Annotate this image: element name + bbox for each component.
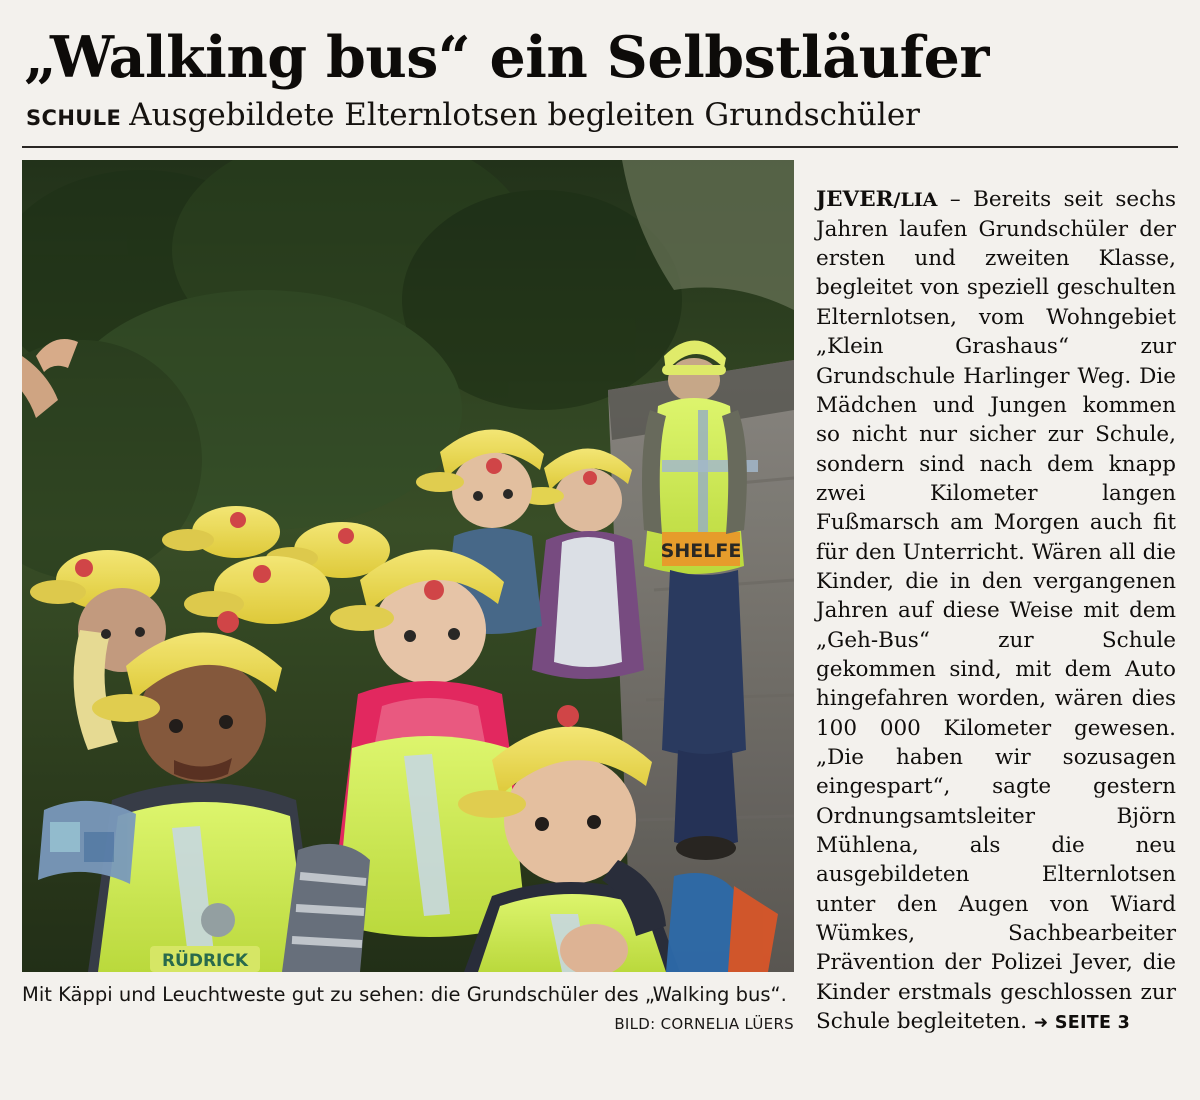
dateline-dash: – <box>937 187 974 213</box>
text-column <box>816 160 1176 1058</box>
photo-caption: Mit Käppi und Leuchtweste gut zu sehen: die Grundschüler des „Walking bus“. <box>22 982 787 1006</box>
article-photo <box>22 160 794 972</box>
article-layout <box>22 160 1178 1058</box>
subheadline-text: Ausgebildete Elternlotsen begleiten Grundschüler <box>129 96 920 133</box>
photo-credit: BILD: CORNELIA LÜERS <box>614 1014 794 1033</box>
header-divider <box>22 146 1178 148</box>
jump-label: SEITE 3 <box>1054 1013 1131 1034</box>
dateline-place: JEVER <box>816 187 894 213</box>
photo-column <box>22 160 794 1033</box>
dateline-author: /LIA <box>893 189 938 212</box>
page-title: „Walking bus“ ein Selbstläufer <box>24 24 989 91</box>
arrow-right-icon: ➜ <box>1033 1013 1049 1034</box>
svg-text:RÜDRICK: RÜDRICK <box>161 950 249 971</box>
article-body <box>816 185 1176 1036</box>
dateline <box>816 187 937 212</box>
svg-text:SHELFE: SHELFE <box>660 539 742 562</box>
jump-reference[interactable] <box>1034 1013 1130 1033</box>
article-body-text: Bereits seit sechs Jahren laufen Grundschüler der ersten und zweiten Klasse, begleitet von speziell geschulten Elternlotsen, vom Wohngebiet „Klein Grashaus“ zur Grundschule Harlinger Weg. Die Mädchen und Jungen kommen so nicht nur sicher zur Schule, sondern sind nach dem knapp zwei Kilometer langen Fußmarsch am Morgen auch fit für den Unterricht. Wären all die Kinder, die in den vergangenen Jahren auf diese Weise mit dem „Geh-Bus“ zur Schule gekommen sind, mit dem Auto hingefahren worden, wären dies 100 000 Kilometer gewesen. „Die haben wir sozusagen eingespart“, sagte gestern Ordnungsamtsleiter Björn Mühlena, als die neu ausgebildeten Elternlotsen unter den Augen von Wiard Wümkes, Sachbearbeiter Prävention der Polizei Jever, die Kinder erstmals geschlossen zur Schule begleiteten. <box>816 187 1176 1035</box>
section-kicker: SCHULE <box>26 105 122 130</box>
subheadline <box>26 98 1178 132</box>
